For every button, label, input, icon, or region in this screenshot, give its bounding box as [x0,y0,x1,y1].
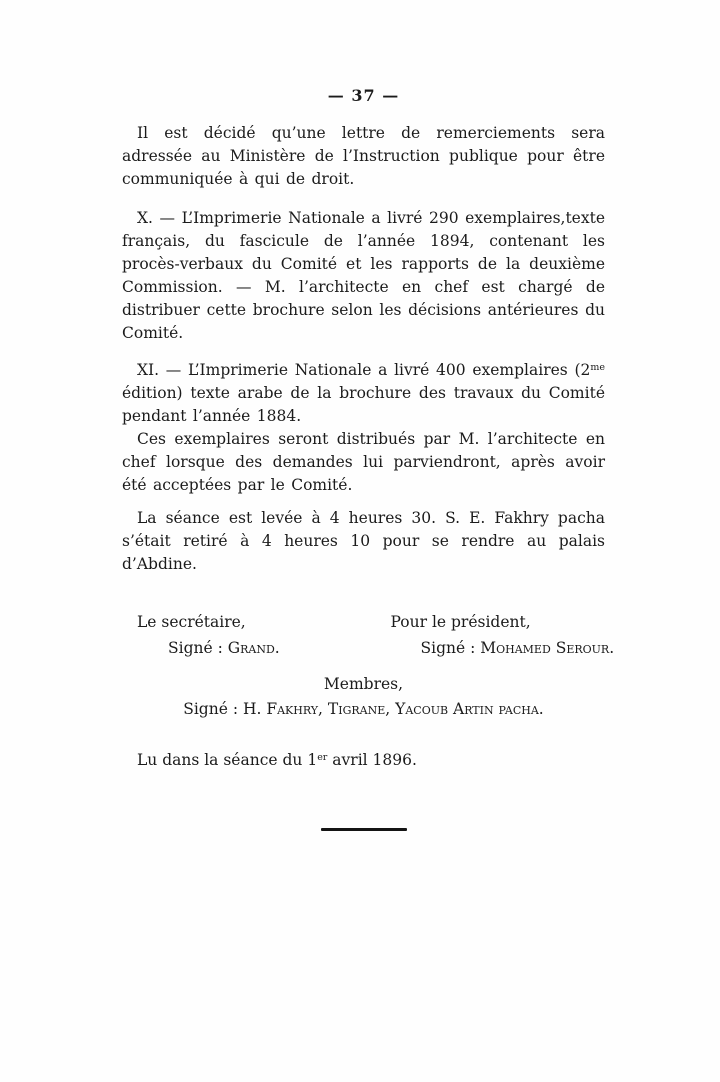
secretary-role-label: Le secrétaire, [137,613,246,631]
paragraph-item-xi-text: XI. — L’Imprimerie Nationale a livré 400 exemplaires (2 [137,361,591,379]
president-role-label: Pour le président, [390,613,531,631]
paragraph-session-end: La séance est levée à 4 heures 30. S. E. Fakhry pacha s’était retiré à 4 heures 10 pour se rendre au palais d’Abdine. [122,509,605,573]
members-names: H. Fakhry, Tigrane, Yacoub Artin pacha. [242,700,544,718]
president-sign-prefix: Signé : [420,639,481,657]
members-sign-prefix: Signé : [183,700,243,718]
members-block [122,672,605,722]
read-in-session-line [122,749,605,772]
members-label: Membres, [323,675,404,693]
signature-president [364,609,615,661]
secretary-sign-prefix: Signé : [168,639,228,657]
end-divider-rule [321,828,407,831]
read-line-text: Lu dans la séance du 1 [137,751,318,769]
president-name: Mohamed Serour. [480,639,615,657]
president-signature [364,635,615,661]
secretary-name: Grand. [227,639,280,657]
read-line-rest: avril 1896. [327,751,417,769]
signature-secretary [122,609,364,661]
paragraph-item-xi [122,359,605,428]
superscript-er: er [317,752,328,763]
page-content [122,122,615,831]
page-number: — 37 — [327,86,400,105]
members-signature [122,697,605,722]
paragraph-thanks-letter: Il est décidé qu’une lettre de remerciements sera adressée au Ministère de l’Instruction publique pour être communiquée à qui de droit. [122,124,605,188]
secretary-signature [122,635,364,661]
paragraph-item-xi-rest: édition) texte arabe de la brochure des travaux du Comité pendant l’année 1884. [122,384,605,425]
superscript-me: me [590,362,605,373]
paragraph-item-x: X. — L’Imprimerie Nationale a livré 290 exemplaires,texte français, du fascicule de l’année 1894, contenant les procès-verbaux du Comité et les rapports de la deuxième Commission. — M. l’architecte en chef est chargé de distribuer cette brochure selon les décisions antérieures du Comité. [122,209,605,342]
paragraph-distribution: Ces exemplaires seront distribués par M. l’architecte en chef lorsque des demandes lui parviendront, après avoir été acceptées par le Comité. [122,430,605,494]
signature-block [122,609,615,661]
